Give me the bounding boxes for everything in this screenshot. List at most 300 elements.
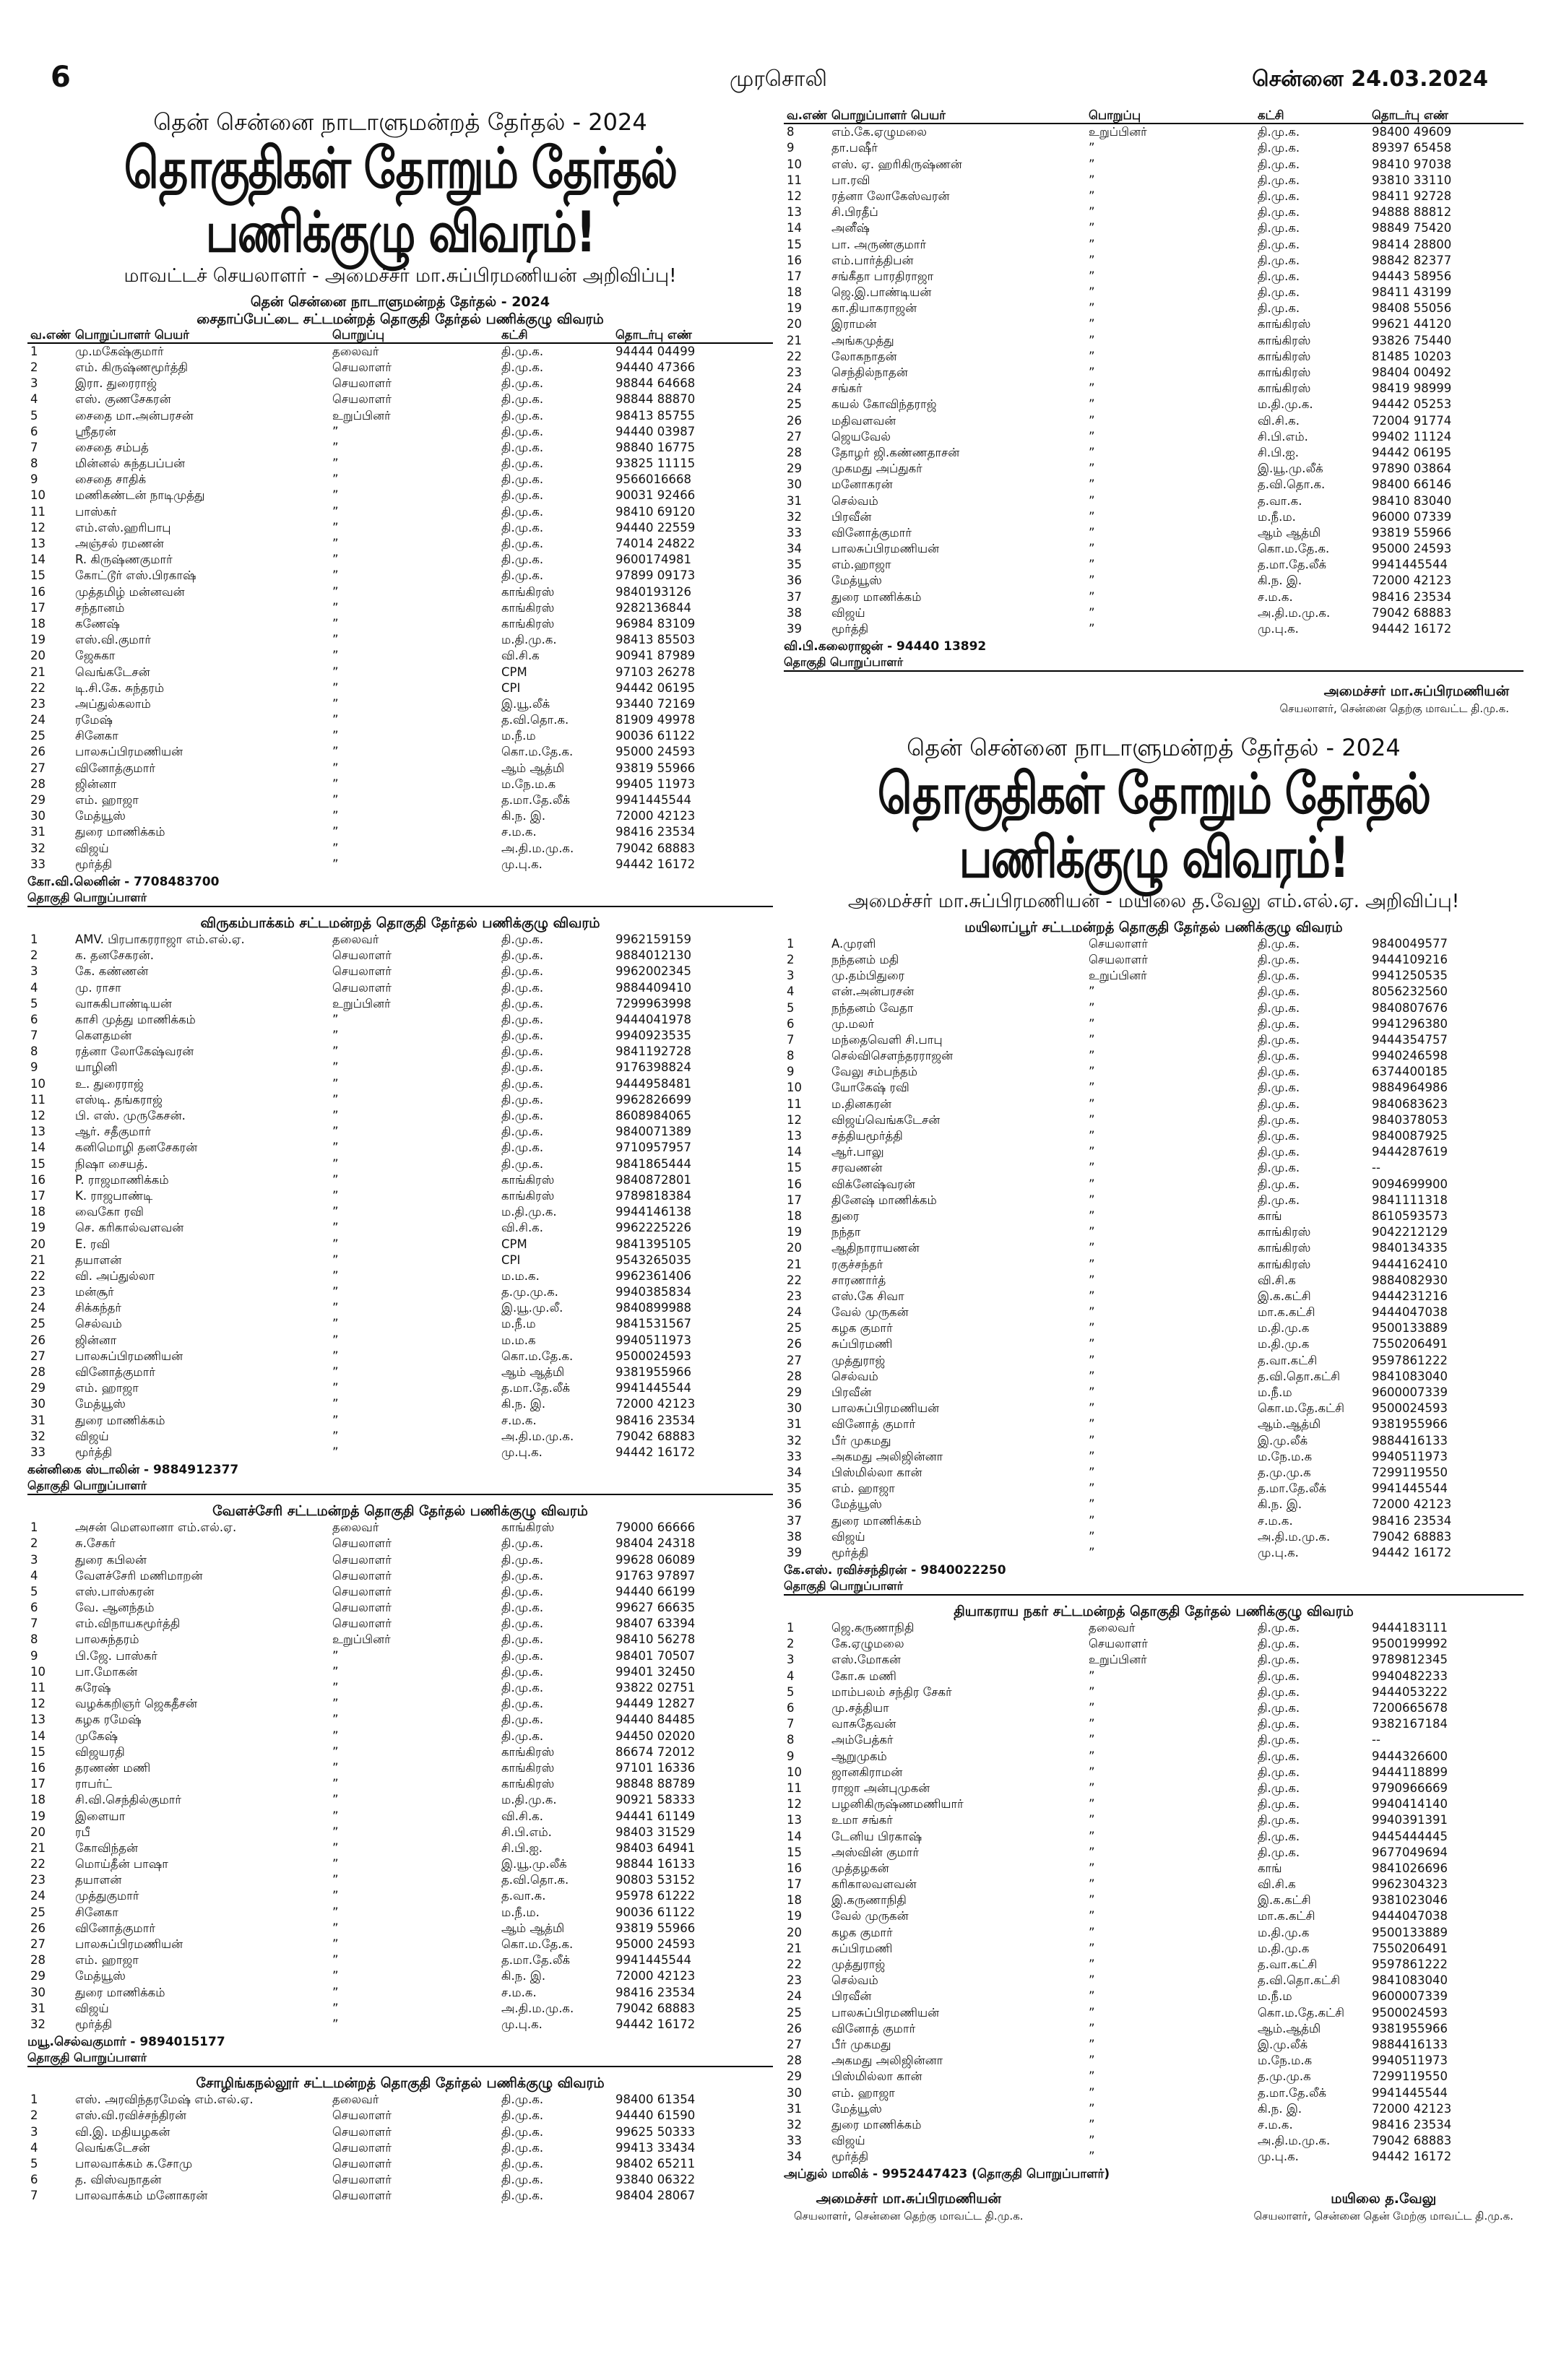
table-row	[784, 2149, 1523, 2165]
party-cell: தி.மு.க.	[501, 472, 544, 487]
serial-cell: 6	[30, 424, 38, 438]
name-cell: மு.மகேஷ்குமார்	[75, 344, 164, 358]
phone-cell: 93840 06322	[615, 2173, 696, 2187]
party-cell: இ.க.கட்சி	[1258, 1893, 1311, 1908]
party-cell: த.வி.தொ.க.	[501, 1873, 569, 1887]
table-row	[27, 2001, 773, 2017]
role-cell: ”	[1089, 462, 1095, 476]
table-row	[784, 621, 1523, 637]
section-coordinator: கோ.வி.லெனின் - 7708483700	[27, 874, 220, 889]
party-cell: தி.மு.க.	[1258, 1032, 1300, 1047]
role-cell: ”	[1089, 1797, 1095, 1812]
table-row	[784, 1385, 1523, 1401]
role-cell: ”	[1089, 1032, 1095, 1047]
serial-cell: 11	[30, 1092, 46, 1107]
phone-cell: 9710957957	[615, 1141, 691, 1155]
signature-title: செயலாளர், சென்னை தென் மேற்கு மாவட்ட தி.மு.க.	[1253, 2210, 1513, 2223]
role-cell: ”	[1089, 1225, 1095, 1239]
serial-cell: 26	[30, 745, 46, 759]
table-row	[27, 1809, 773, 1825]
serial-cell: 29	[30, 1969, 46, 1983]
party-cell: தி.மு.க.	[1258, 1000, 1300, 1015]
table-row	[27, 568, 773, 584]
role-cell: ”	[1089, 1321, 1095, 1336]
name-cell: A.முரளி	[831, 936, 876, 951]
serial-cell: 32	[787, 2117, 802, 2132]
role-cell: உறுப்பினர்	[332, 408, 391, 423]
table-row	[27, 2188, 773, 2204]
name-cell: மு.சத்தியா	[831, 1701, 889, 1715]
party-cell: மா.க.கட்சி	[1258, 1305, 1315, 1320]
party-cell: தி.மு.க.	[501, 1109, 544, 1123]
name-cell: துரை மாணிக்கம்	[75, 825, 165, 839]
name-cell: P. ராஜமாணிக்கம்	[75, 1172, 169, 1187]
phone-cell: 9600174981	[615, 553, 691, 567]
phone-cell: 9500133889	[1372, 1925, 1448, 1939]
party-cell: தி.மு.க.	[501, 2140, 544, 2155]
name-cell: வைகோ ரவி	[75, 1205, 144, 1219]
role-cell: ”	[1089, 1273, 1095, 1287]
serial-cell: 19	[787, 1225, 802, 1239]
name-cell: செல்வம்	[75, 1317, 122, 1331]
table-row	[27, 2124, 773, 2140]
table-row	[784, 1304, 1523, 1320]
table-row	[27, 1140, 773, 1156]
role-cell: ”	[332, 1125, 339, 1139]
table-row	[27, 536, 773, 552]
party-cell: காங்கிரஸ்	[501, 584, 555, 599]
serial-cell: 36	[787, 574, 802, 588]
phone-cell: 9941445544	[1372, 558, 1448, 572]
serial-cell: 39	[787, 1545, 802, 1559]
party-cell: அ.தி.ம.மு.க.	[501, 1429, 574, 1443]
table-row	[27, 696, 773, 712]
table-row	[27, 1188, 773, 1204]
serial-cell: 1	[787, 936, 795, 951]
role-cell: ”	[332, 857, 339, 871]
name-cell: பீர் முகமது	[831, 2037, 891, 2051]
name-cell: கே.ஏழுமலை	[831, 1637, 904, 1651]
table-row	[784, 1908, 1523, 1924]
party-cell: த.மா.தே.லீக்	[1258, 558, 1327, 572]
role-cell: செயலாளர்	[332, 2173, 392, 2187]
party-cell: கொ.ம.தே.க.	[501, 1349, 574, 1363]
serial-cell: 19	[787, 1909, 802, 1924]
party-cell: த.மா.தே.லீக்	[501, 793, 571, 808]
table-row	[784, 1481, 1523, 1497]
serial-cell: 13	[787, 205, 802, 220]
phone-cell: 94442 16172	[1372, 2150, 1452, 2164]
right-section-1	[784, 1603, 1523, 2182]
name-cell: துரை மாணிக்கம்	[831, 589, 922, 604]
name-cell: எம். ஹாஜா	[75, 1953, 139, 1968]
table-row	[27, 1028, 773, 1044]
right-continuation-table	[784, 108, 1523, 672]
role-cell: ”	[1089, 1861, 1095, 1875]
table-row	[784, 589, 1523, 605]
role-cell: ”	[1089, 317, 1095, 332]
phone-cell: 98849 75420	[1372, 221, 1452, 235]
serial-cell: 8	[787, 1733, 795, 1747]
name-cell: சங்கர்	[831, 381, 863, 396]
page-number: 6	[51, 61, 71, 94]
name-cell: வேல் முருகன்	[831, 1909, 909, 1924]
phone-cell: 9500024593	[615, 1349, 691, 1363]
phone-cell: 94440 03987	[615, 424, 696, 438]
role-cell: தலைவர்	[1089, 1621, 1136, 1635]
phone-cell: 72000 42123	[615, 1397, 696, 1411]
party-cell: தி.மு.க.	[501, 1648, 544, 1663]
table-row	[27, 728, 773, 744]
role-cell: ”	[1089, 1701, 1095, 1715]
serial-cell: 8	[30, 1632, 38, 1647]
role-cell: ”	[332, 2001, 339, 2015]
party-cell: கொ.ம.தே.க.	[501, 745, 574, 759]
name-cell: பாலசுப்பிரமணியன்	[831, 1401, 940, 1416]
role-cell: ”	[1089, 1177, 1095, 1191]
role-cell: ”	[1089, 542, 1095, 556]
phone-cell: 98416 23534	[615, 1985, 696, 1999]
name-cell: விஜய்	[75, 1429, 109, 1443]
serial-cell: 24	[787, 1305, 802, 1320]
table-row	[784, 1048, 1523, 1064]
phone-cell: 94442 16172	[1372, 1545, 1452, 1559]
serial-cell: 9	[787, 1749, 795, 1763]
phone-cell: 9282136844	[615, 600, 691, 615]
role-cell: ”	[332, 1252, 339, 1267]
phone-cell: 9962826699	[615, 1092, 691, 1107]
role-cell: செயலாளர்	[332, 980, 392, 995]
table-row	[27, 1712, 773, 1728]
role-cell: ”	[332, 1285, 339, 1299]
party-cell: தி.மு.க.	[501, 1092, 544, 1107]
phone-cell: 9940511973	[1372, 2054, 1448, 2068]
role-cell: ”	[332, 729, 339, 743]
coordinator-label: தொகுதி பொறுப்பாளர்	[27, 2050, 773, 2067]
party-cell: தி.மு.க.	[1258, 189, 1300, 203]
name-cell: எம்.விநாயகமூர்த்தி	[75, 1617, 181, 1631]
table-row	[784, 1845, 1523, 1861]
name-cell: சுரேஷ்	[75, 1681, 111, 1695]
role-cell: செயலாளர்	[332, 948, 392, 963]
role-cell: செயலாளர்	[1089, 1637, 1148, 1651]
name-cell: மின்னல் சுந்தபப்பன்	[75, 456, 186, 471]
phone-cell: 9500199992	[1372, 1637, 1448, 1651]
name-cell: துரை மாணிக்கம்	[75, 1413, 165, 1427]
role-cell: ”	[332, 520, 339, 535]
serial-cell: 30	[30, 1397, 46, 1411]
role-cell: ”	[1089, 1481, 1095, 1496]
phone-cell: 98404 00492	[1372, 365, 1452, 379]
phone-cell: 98400 49609	[1372, 125, 1452, 139]
serial-cell: 10	[787, 157, 802, 171]
role-cell: ”	[1089, 1385, 1095, 1400]
table-row	[784, 525, 1523, 541]
phone-cell: 9444109216	[1372, 952, 1448, 966]
serial-cell: 5	[787, 1000, 795, 1015]
name-cell: டி.சி.கே. சுந்தரம்	[75, 680, 165, 695]
serial-cell: 27	[787, 1353, 802, 1367]
serial-cell: 4	[787, 1669, 795, 1683]
serial-cell: 29	[30, 793, 46, 808]
table-row	[784, 1416, 1523, 1432]
party-cell: காங்கிரஸ்	[1258, 381, 1311, 396]
serial-cell: 31	[787, 493, 802, 508]
phone-cell: 94442 16172	[615, 1445, 696, 1459]
party-cell: ம.ம.க.	[501, 1268, 540, 1283]
role-cell: ”	[1089, 413, 1095, 428]
table-row	[27, 1937, 773, 1952]
name-cell: வே. ஆனந்தம்	[75, 1601, 155, 1615]
phone-cell: 9840071389	[615, 1125, 691, 1139]
table-row	[784, 1529, 1523, 1545]
role-cell: ”	[1089, 2117, 1095, 2132]
party-cell: ச.ம.க.	[1258, 589, 1293, 604]
table-row	[784, 1320, 1523, 1336]
party-cell: இ.மு.லீக்	[1258, 1433, 1308, 1448]
serial-cell: 25	[30, 1317, 46, 1331]
name-cell: பாலசுப்பிரமணியன்	[831, 2005, 940, 2020]
phone-cell: 99627 66635	[615, 1601, 696, 1615]
name-cell: கழக ரமேஷ்	[75, 1713, 142, 1727]
serial-cell: 20	[30, 649, 46, 663]
name-cell: வேலு சம்பந்தம்	[831, 1065, 918, 1079]
serial-cell: 4	[787, 985, 795, 999]
phone-cell: 89397 65458	[1372, 141, 1452, 155]
role-cell: ”	[1089, 1337, 1095, 1351]
serial-cell: 22	[787, 1957, 802, 1972]
party-cell: ஆம்.ஆத்மி	[1258, 2021, 1321, 2035]
table-row	[784, 397, 1523, 412]
banner-announcement: அமைச்சர் மா.சுப்பிரமணியன் - மயிலை த.வேலு எம்.எல்.ஏ. அறிவிப்பு!	[847, 890, 1460, 912]
table-row	[27, 680, 773, 696]
phone-cell: 81909 49978	[615, 713, 696, 727]
phone-cell: 9941250535	[1372, 969, 1448, 983]
phone-cell: 9790966669	[1372, 1780, 1448, 1795]
phone-cell: 9444326600	[1372, 1749, 1448, 1763]
role-cell: ”	[1089, 1401, 1095, 1416]
table-row	[27, 808, 773, 824]
table-row	[784, 509, 1523, 525]
table-row	[784, 1765, 1523, 1780]
name-cell: விஜய்	[75, 841, 109, 855]
role-cell: ”	[1089, 1545, 1095, 1559]
phone-cell: 97103 26278	[615, 665, 696, 679]
table-row	[784, 1273, 1523, 1289]
phone-cell: 90036 61122	[615, 729, 696, 743]
party-cell: ச.ம.க.	[501, 1413, 537, 1427]
name-cell: ஸ்ரீதரன்	[75, 424, 116, 438]
serial-cell: 17	[787, 1193, 802, 1207]
serial-cell: 6	[30, 2173, 38, 2187]
role-cell: ”	[332, 1349, 339, 1363]
party-cell: த.வி.தொ.க.	[501, 713, 569, 727]
phone-cell: 9940923535	[615, 1029, 691, 1043]
name-cell: மூர்த்தி	[75, 1445, 113, 1459]
serial-cell: 23	[787, 1973, 802, 1988]
party-cell: தி.மு.க.	[1258, 936, 1300, 951]
section-subtitle: விருகம்பாக்கம் சட்டமன்றத் தொகுதி தேர்தல் பணிக்குழு விவரம்	[200, 914, 600, 931]
phone-cell: 8056232560	[1372, 985, 1448, 999]
serial-cell: 1	[30, 932, 38, 946]
phone-cell: 9381023046	[1372, 1893, 1448, 1908]
name-cell: பி.ஜே. பாஸ்கர்	[75, 1648, 158, 1663]
table-row	[784, 605, 1523, 621]
name-cell: ஜின்னா	[75, 1333, 117, 1347]
party-cell: தி.மு.க.	[501, 504, 544, 519]
serial-cell: 21	[787, 333, 802, 347]
table-row	[27, 1568, 773, 1584]
coordinator-label: தொகுதி பொறுப்பாளர்	[784, 1578, 1523, 1596]
role-cell: ”	[332, 1268, 339, 1283]
role-cell: ”	[332, 600, 339, 615]
name-cell: எம்.ஹாஜா	[831, 558, 891, 572]
party-cell: ஆம் ஆத்மி	[501, 761, 565, 775]
name-cell: உமா சங்கர்	[831, 1813, 893, 1827]
name-cell: எஸ். அரவிந்தரமேஷ் எம்.எல்.ஏ.	[75, 2093, 254, 2107]
table-row	[784, 1716, 1523, 1732]
name-cell: எம்.கே.ஏழுமலை	[831, 125, 927, 139]
role-cell: ”	[332, 1921, 339, 1935]
serial-cell: 7	[30, 1029, 38, 1043]
serial-cell: 2	[30, 948, 38, 963]
name-cell: ரத்னா லோகேஸ்வரன்	[831, 189, 950, 203]
phone-cell: 79042 68883	[615, 1429, 696, 1443]
role-cell: செயலாளர்	[332, 1584, 392, 1598]
table-row	[27, 1300, 773, 1316]
table-row	[27, 1413, 773, 1429]
serial-cell: 34	[787, 542, 802, 556]
phone-cell: 9944146138	[615, 1205, 691, 1219]
name-cell: டேனிய பிரகாஷ்	[831, 1829, 922, 1843]
party-cell: த.மு.மு.க	[1258, 1465, 1311, 1479]
table-row	[27, 1536, 773, 1552]
role-cell: ”	[332, 488, 339, 503]
role-cell: ”	[1089, 1957, 1095, 1972]
table-row	[27, 1584, 773, 1600]
table-row	[784, 381, 1523, 397]
table-row	[784, 140, 1523, 156]
serial-cell: 25	[787, 1321, 802, 1336]
serial-cell: 8	[30, 1044, 38, 1059]
role-cell: ”	[332, 825, 339, 839]
role-cell: ”	[1089, 301, 1095, 316]
phone-cell: 95978 61222	[615, 1889, 696, 1903]
party-cell: தி.மு.க.	[501, 1076, 544, 1091]
party-cell: தி.மு.க.	[1258, 1749, 1300, 1763]
table-row	[784, 952, 1523, 968]
name-cell: சந்தானம்	[75, 600, 125, 615]
name-cell: செல்விசௌந்தரராஜன்	[831, 1049, 954, 1063]
serial-cell: 3	[30, 2124, 38, 2139]
party-cell: கி.ந. இ.	[1258, 2101, 1302, 2116]
table-row	[784, 157, 1523, 173]
serial-cell: 27	[787, 429, 802, 443]
name-cell: மனோகரன்	[831, 477, 893, 492]
party-cell: அ.தி.ம.மு.க.	[501, 2001, 574, 2015]
serial-cell: 8	[30, 456, 38, 471]
name-cell: R. கிருஷ்ணகுமார்	[75, 553, 173, 567]
phone-cell: 94440 47366	[615, 360, 696, 374]
phone-cell: 97101 16336	[615, 1760, 696, 1775]
phone-cell: 94443 58956	[1372, 269, 1452, 283]
role-cell: ”	[1089, 1449, 1095, 1463]
party-cell: த.மு.மு.க	[1258, 2069, 1311, 2084]
party-cell: தி.மு.க.	[501, 2173, 544, 2187]
serial-cell: 26	[30, 1333, 46, 1347]
party-cell: தி.மு.க.	[1258, 952, 1300, 966]
table-row	[27, 584, 773, 600]
party-cell: தி.மு.க.	[1258, 1096, 1300, 1111]
name-cell: எம். கிருஷ்ணமூர்த்தி	[75, 360, 189, 374]
phone-cell: 9444354757	[1372, 1032, 1448, 1047]
table-row	[784, 1877, 1523, 1892]
phone-cell: 98403 31529	[615, 1825, 696, 1839]
role-cell: ”	[332, 1188, 339, 1203]
phone-cell: 97899 09173	[615, 568, 696, 583]
table-row	[27, 1872, 773, 1888]
serial-cell: 11	[30, 504, 46, 519]
serial-cell: 27	[30, 761, 46, 775]
serial-cell: 15	[787, 1845, 802, 1859]
table-row	[27, 1204, 773, 1220]
table-row	[784, 2085, 1523, 2101]
phone-cell: 99628 06089	[615, 1552, 696, 1567]
name-cell: பாலசுந்தரம்	[75, 1632, 139, 1647]
serial-cell: 16	[30, 1172, 46, 1187]
role-cell: ”	[332, 1076, 339, 1091]
phone-cell: 98402 65211	[615, 2156, 696, 2171]
left-sections	[27, 293, 773, 2204]
serial-cell: 10	[787, 1081, 802, 1095]
table-row	[784, 1353, 1523, 1369]
phone-cell: 9962002345	[615, 964, 691, 979]
name-cell: அஞ்சல் ரமணன்	[75, 537, 164, 551]
phone-cell: 79042 68883	[1372, 2134, 1452, 2148]
role-cell: ”	[332, 1333, 339, 1347]
table-row	[784, 1208, 1523, 1224]
serial-cell: 5	[30, 1584, 38, 1598]
table-row	[27, 520, 773, 536]
role-cell: செயலாளர்	[332, 1617, 392, 1631]
serial-cell: 34	[787, 1465, 802, 1479]
role-cell: ”	[332, 1664, 339, 1679]
phone-cell: 98410 56278	[615, 1632, 696, 1647]
table-row	[784, 1780, 1523, 1796]
table-row	[27, 980, 773, 996]
serial-cell: 7	[787, 1717, 795, 1731]
name-cell: சரவணன்	[831, 1161, 883, 1175]
party-cell: காங்கிரஸ்	[1258, 1225, 1311, 1239]
party-cell: கொ.ம.தே.க.	[501, 1937, 574, 1952]
table-row	[27, 1792, 773, 1808]
table-row	[784, 1892, 1523, 1908]
role-cell: ”	[1089, 1081, 1095, 1095]
phone-cell: 9500024593	[1372, 1401, 1448, 1416]
phone-cell: 8610593573	[1372, 1208, 1448, 1223]
table-row	[784, 1973, 1523, 1989]
role-cell: ”	[332, 1777, 339, 1791]
serial-cell: 29	[787, 1385, 802, 1400]
name-cell: வாசுதேவன்	[831, 1717, 896, 1731]
party-cell: வி.சி.க.	[1258, 413, 1300, 428]
party-cell: தி.மு.க.	[501, 537, 544, 551]
phone-cell: 9444231216	[1372, 1289, 1448, 1303]
party-cell: ம.தி.மு.க.	[501, 1793, 557, 1807]
role-cell: ”	[1089, 285, 1095, 300]
party-cell: காங்கிரஸ்	[501, 1188, 555, 1203]
role-cell: செயலாளர்	[332, 2156, 392, 2171]
